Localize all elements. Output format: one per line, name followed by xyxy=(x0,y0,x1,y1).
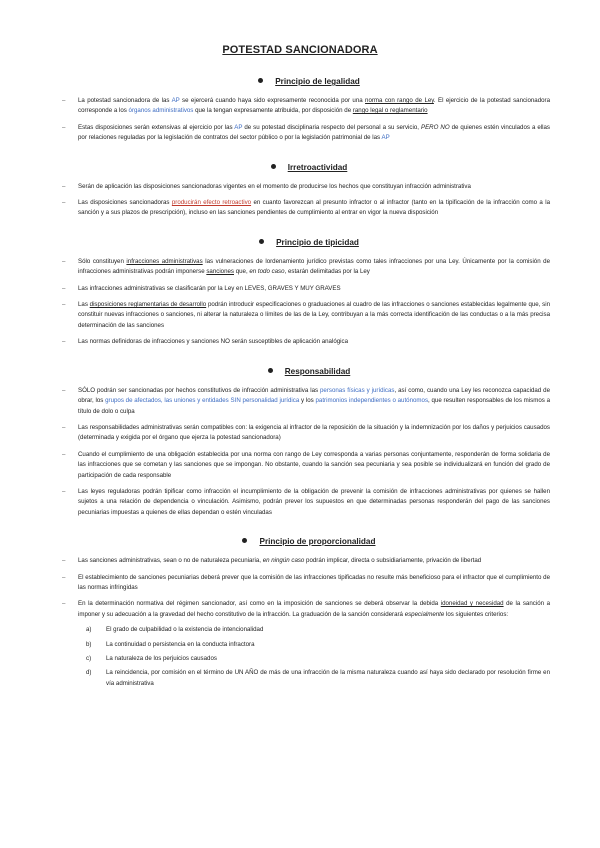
list-item: – SÓLO podrán ser sancionadas por hechos constitutivos de infracción administrativa las personas físicas y jurídicas, así como, cuando una Ley les reconozca capacidad de obrar, los grupos de afectados, las uniones y entidades SIN personalidad jurídica y los patrimonios independientes o autónomos, que resulten responsables de los mismos a título de dolo o culpa xyxy=(62,386,551,415)
list-item: – Las responsabilidades administrativas serán compatibles con: la exigencia al infractor de la reposición de la situación y la indemnización por los daños y perjuicios causados (determinada y exigida por el órgano que ejerza la potestad sancionadora) xyxy=(62,423,550,442)
section-heading-tipicidad: Principio de tipicidad xyxy=(68,238,550,247)
list-item: – Las leyes reguladoras podrán tipificar como infracción el incumplimiento de la obligación de prevenir la comisión de infracciones administrativas por quienes se hallen sujetos a una relación de dependencia o vinculación. Asimismo, podrán prever los supuestos en que determinadas personas responderán del pago de las sanciones pecuniarias impuestas a quienes de ellas dependan o estén vinculadas xyxy=(62,487,550,516)
list-item: – Estas disposiciones serán extensivas al ejercicio por las AP de su potestad disciplinaria respecto del personal a su servicio, PERO NO de quienes estén vinculados a ellas por relaciones reguladas por la legislación de contratos del sector público o por la legislación patrimonial de las AP xyxy=(62,123,550,142)
criteria-item: b) La continuidad o persistencia en la conducta infractora xyxy=(86,640,255,648)
section-heading-irretroactividad: Irretroactividad xyxy=(68,163,550,172)
list-item: – Las disposiciones reglamentarias de desarrollo podrán introducir especificaciones o graduaciones al cuadro de las infracciones o sanciones establecidas legalmente que, sin constituir nuevas infracciones o sanciones, ni alterar la naturaleza o límites de las de la Ley, contribuyan a la más correcta identificación de las conductas o a la más precisa determinación de las sanciones xyxy=(62,301,551,329)
list-item: – En la determinación normativa del régimen sancionador, así como en la imposición de sanciones se deberá observar la debida idoneidad y necesidad de la sanción a imponer y su adecuación a la gravedad del hecho constitutivo de la infracción. La graduación de la sanción considerará especialmente los siguientes criterios: a) El grado de culpabilidad o la existencia de intencionalidad b) La continuidad o persistencia en la conducta infractora c) La naturaleza de los perjuicios causados d) La reincidencia, por comisión en el término de UN AÑO de más de una infracción de la misma naturaleza cuando así haya sido declarado por resolución firme en vía administrativa xyxy=(78,599,550,689)
section-list-tipicidad xyxy=(62,257,551,348)
section-list-irretroactividad xyxy=(62,182,551,219)
list-item: – La potestad sancionadora de las AP se ejercerá cuando haya sido expresamente reconocida por una norma con rango de Ley. El ejercicio de la potestad sancionadora corresponde a los órganos administrativos que la tengan expresamente atribuida, por disposición de rango legal o reglamentario xyxy=(62,97,550,115)
section-heading-proporcionalidad: Principio de proporcionalidad xyxy=(68,537,550,546)
bullet-icon xyxy=(271,164,276,169)
criteria-item: c) La naturaleza de los perjuicios causados xyxy=(86,655,217,662)
list-item: – Las disposiciones sancionadoras producirán efecto retroactivo en cuanto favorezcan al presunto infractor o al infractor (tanto en la tipificación de la infracción como a la sanción y a sus plazos de prescripción), incluso en las sanciones pendientes de cumplimiento al entrar en vigor la nueva disposición xyxy=(62,199,551,217)
list-item: – Cuando el cumplimiento de una obligación establecida por una norma con rango de Ley corresponda a varias personas conjuntamente, responderán de forma solidaria de las infracciones que se cometan y las sanciones que se impongan. No obstante, cuando la sanción sea pecuniaria y sea posible se individualizará en función del grado de participación de cada responsable xyxy=(62,450,550,479)
section-list-responsabilidad xyxy=(62,386,551,518)
section-list-proporcionalidad xyxy=(62,556,550,689)
bullet-icon xyxy=(258,78,263,83)
criteria-list xyxy=(86,625,550,689)
document-title: POTESTAD SANCIONADORA xyxy=(222,44,378,56)
criteria-item: d) La reincidencia, por comisión en el término de UN AÑO de más de una infracción de la misma naturaleza cuando así haya sido declarado por resolución firme en vía administrativa xyxy=(86,669,550,687)
list-item: – Las normas definidoras de infracciones y sanciones NO serán susceptibles de aplicación analógica xyxy=(62,338,348,346)
list-item: – Serán de aplicación las disposiciones sancionadoras vigentes en el momento de producirse los hechos que constituyan infracción administrativa xyxy=(62,182,471,190)
bullet-icon xyxy=(259,239,264,244)
list-item: – Las infracciones administrativas se clasificarán por la Ley en LEVES, GRAVES Y MUY GRAVES xyxy=(62,284,341,292)
criteria-item: a) El grado de culpabilidad o la existencia de intencionalidad xyxy=(86,626,264,634)
list-item: – El establecimiento de sanciones pecuniarias deberá prever que la comisión de las infracciones tipificadas no resulte más beneficioso para el infractor que el cumplimiento de las normas infringidas xyxy=(62,573,550,591)
list-item: – Sólo constituyen infracciones administrativas las vulneraciones de lordenamiento jurídico previstas como tales infracciones por una Ley. Únicamente por la comisión de infracciones administrativas podrán imponerse sanciones que, en todo caso, estarán delimitadas por la Ley xyxy=(62,257,550,276)
bullet-icon xyxy=(242,538,247,543)
section-heading-responsabilidad: Responsabilidad xyxy=(68,367,550,376)
section-heading-legalidad: Principio de legalidad xyxy=(68,77,550,86)
section-list-legalidad xyxy=(62,96,550,144)
list-item: – Las sanciones administrativas, sean o no de naturaleza pecuniaria, en ningún caso podrán implicar, directa o subsidiariamente, privación de libertad xyxy=(62,557,482,565)
bullet-icon xyxy=(268,368,273,373)
